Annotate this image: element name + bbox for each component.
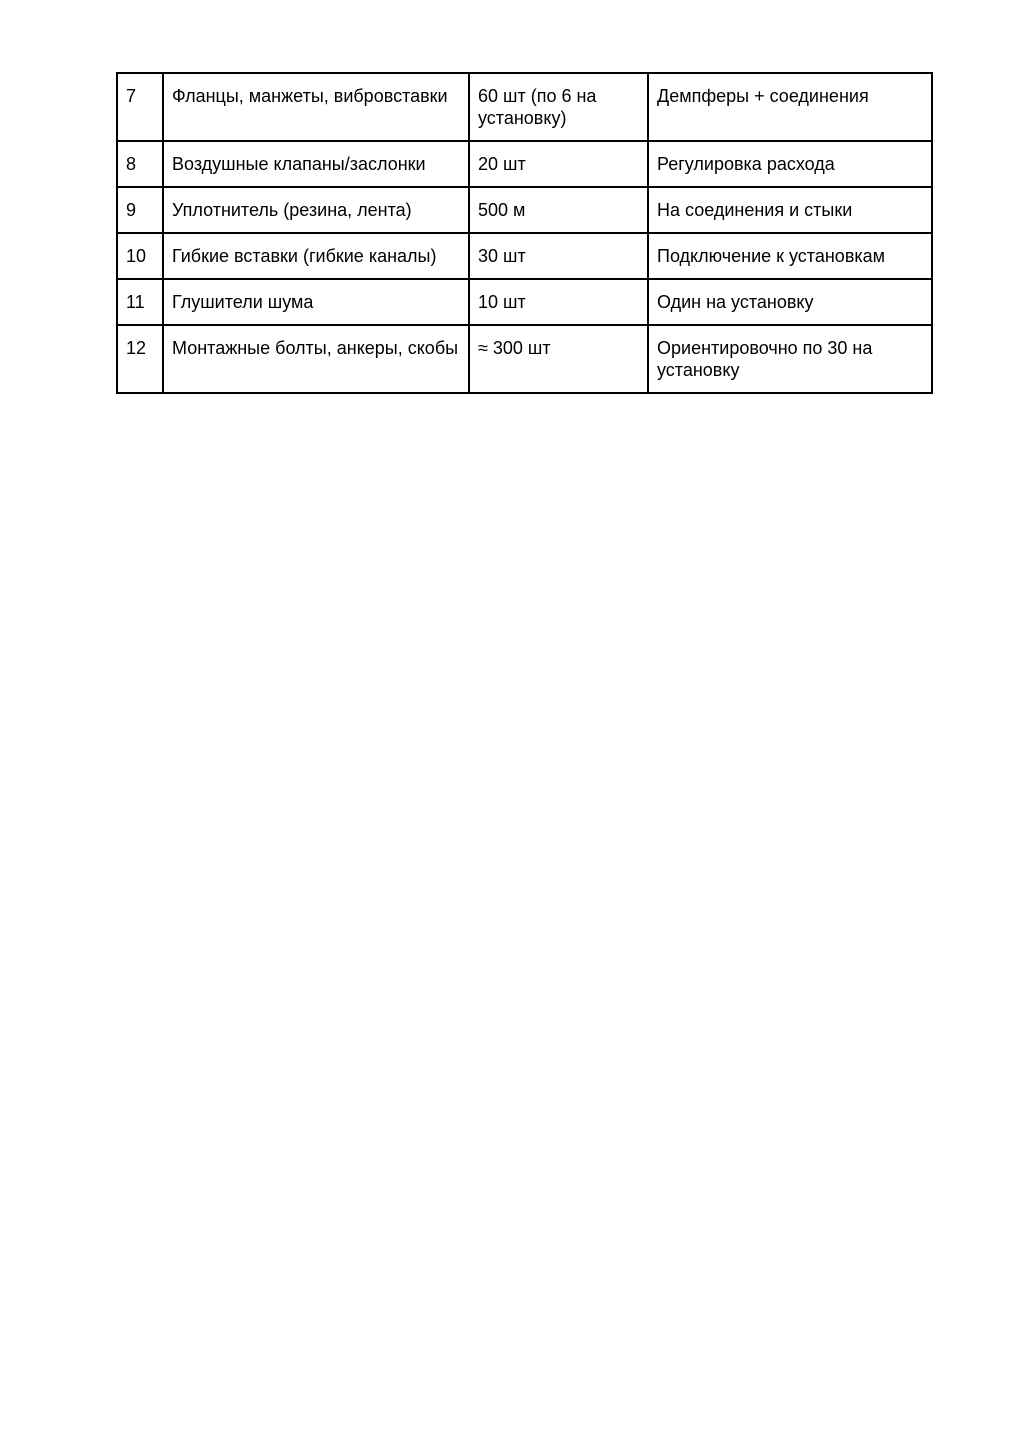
table-row [117,141,932,187]
row-number: 8 [117,141,163,187]
row-number: 11 [117,279,163,325]
table-row [117,325,932,393]
item-name: Монтажные болты, анкеры, скобы [163,325,469,393]
row-number: 10 [117,233,163,279]
item-note: На соединения и стыки [648,187,932,233]
item-name: Воздушные клапаны/заслонки [163,141,469,187]
item-quantity: 10 шт [469,279,648,325]
table-row [117,233,932,279]
item-quantity: 500 м [469,187,648,233]
item-note: Демпферы + соединения [648,73,932,141]
item-quantity: 20 шт [469,141,648,187]
item-name: Уплотнитель (резина, лента) [163,187,469,233]
table-row [117,73,932,141]
item-note: Регулировка расхода [648,141,932,187]
row-number: 9 [117,187,163,233]
item-name: Фланцы, манжеты, вибровставки [163,73,469,141]
item-note: Подключение к установкам [648,233,932,279]
row-number: 12 [117,325,163,393]
item-quantity: 60 шт (по 6 на установку) [469,73,648,141]
table-row [117,279,932,325]
item-name: Гибкие вставки (гибкие каналы) [163,233,469,279]
row-number: 7 [117,73,163,141]
materials-table [116,72,933,394]
item-note: Ориентировочно по 30 на установку [648,325,932,393]
item-quantity: 30 шт [469,233,648,279]
item-note: Один на установку [648,279,932,325]
table-row [117,187,932,233]
item-quantity: ≈ 300 шт [469,325,648,393]
item-name: Глушители шума [163,279,469,325]
